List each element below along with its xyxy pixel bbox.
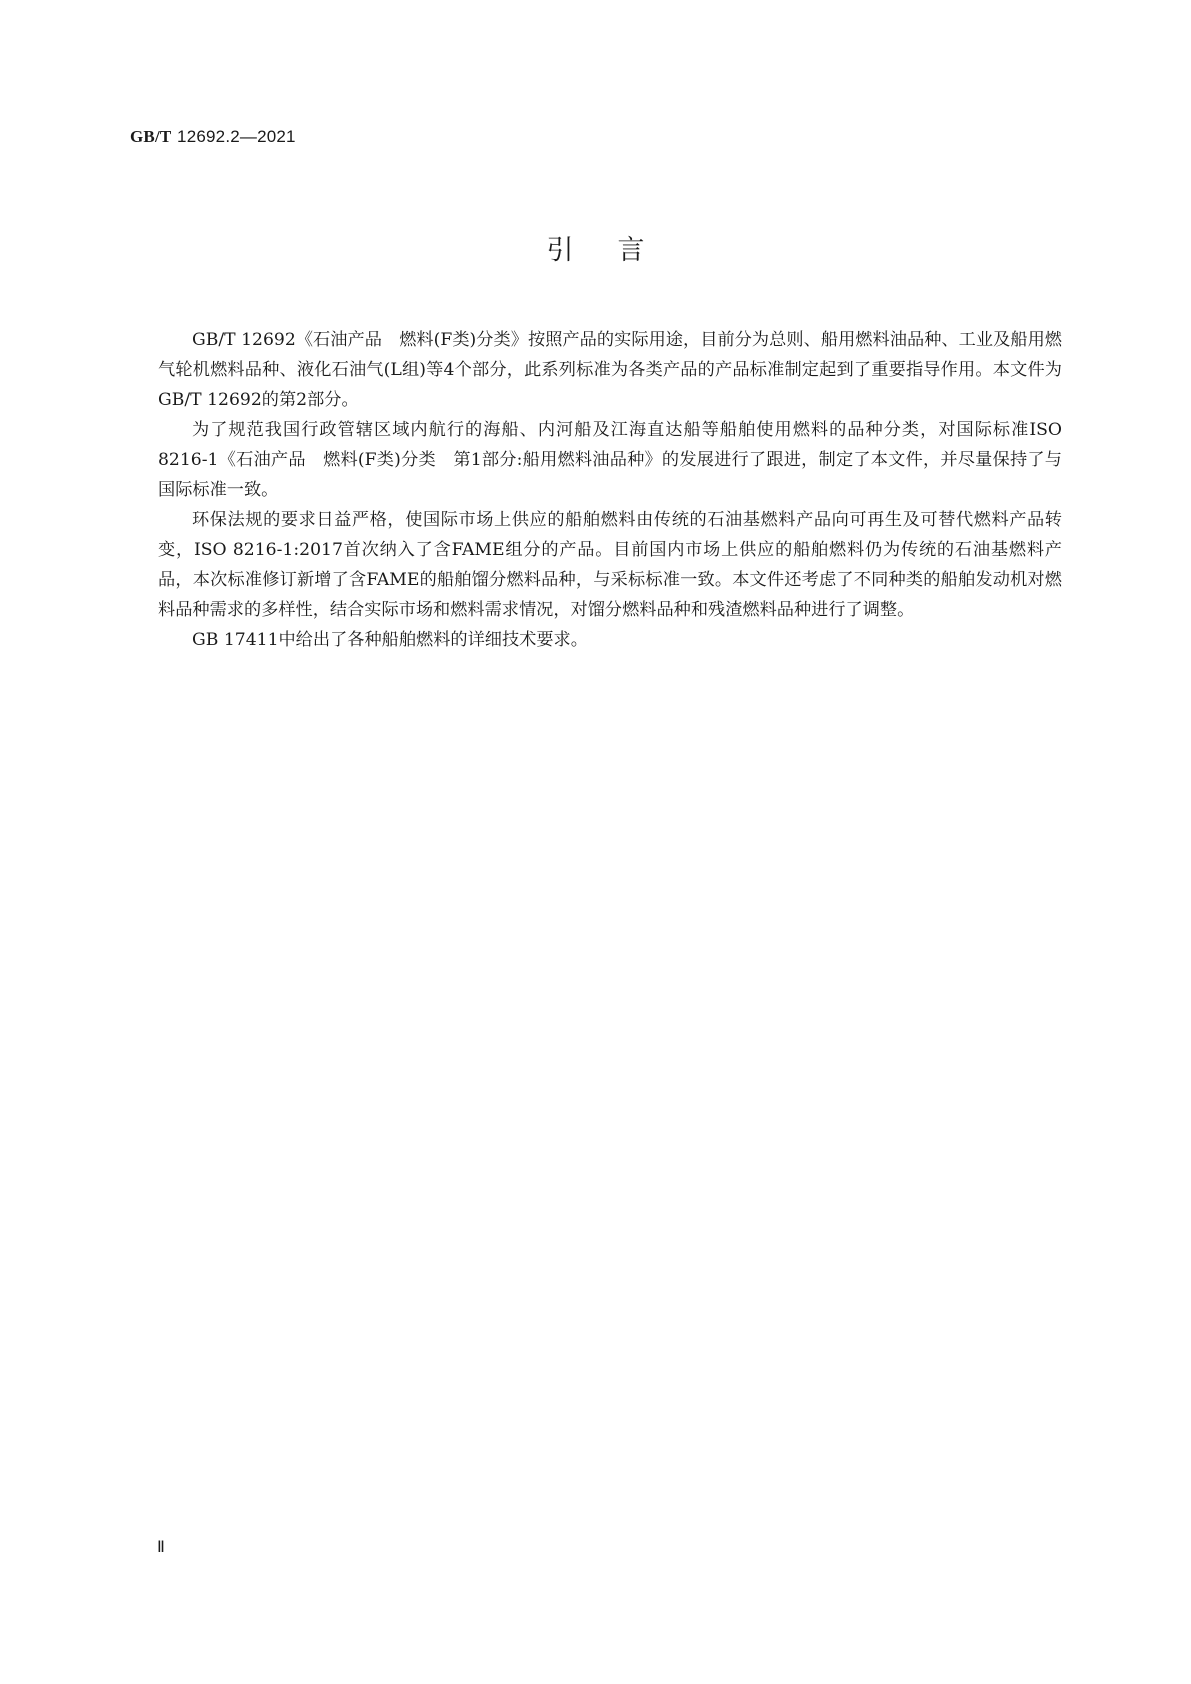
standard-prefix: GB/T — [130, 127, 172, 146]
page-title: 引言 — [546, 235, 689, 266]
page-number: Ⅱ — [157, 1539, 165, 1556]
standard-code: 12692.2—2021 — [177, 127, 296, 146]
introduction-body — [158, 325, 1062, 655]
paragraph: GB 17411中给出了各种船舶燃料的详细技术要求。 — [192, 630, 588, 650]
paragraph: 环保法规的要求日益严格，使国际市场上供应的船舶燃料由传统的石油基燃料产品向可再生及可替代燃料产品转变，ISO 8216-1:2017首次纳入了含FAME组分的产品。目前国内市场上供应的船舶燃料仍为传统的石油基燃料产品，本次标准修订新增了含FAME的船舶馏分燃料品种，与采标标准一致。本文件还考虑了不同种类的船舶发动机对燃料品种需求的多样性，结合实际市场和燃料需求情况，对馏分燃料品种和残渣燃料品种进行了调整。 — [158, 510, 1062, 620]
paragraph: GB/T 12692《石油产品 燃料(F类)分类》按照产品的实际用途，目前分为总则、船用燃料油品种、工业及船用燃气轮机燃料品种、液化石油气(L组)等4个部分，此系列标准为各类产品的产品标准制定起到了重要指导作用。本文件为GB/T 12692的第2部分。 — [158, 330, 1062, 410]
paragraph: 为了规范我国行政管辖区域内航行的海船、内河船及江海直达船等船舶使用燃料的品种分类，对国际标准ISO 8216-1《石油产品 燃料(F类)分类 第1部分:船用燃料油品种》的发展进行了跟进，制定了本文件，并尽量保持了与国际标准一致。 — [158, 420, 1062, 500]
standard-number-header — [130, 127, 296, 147]
